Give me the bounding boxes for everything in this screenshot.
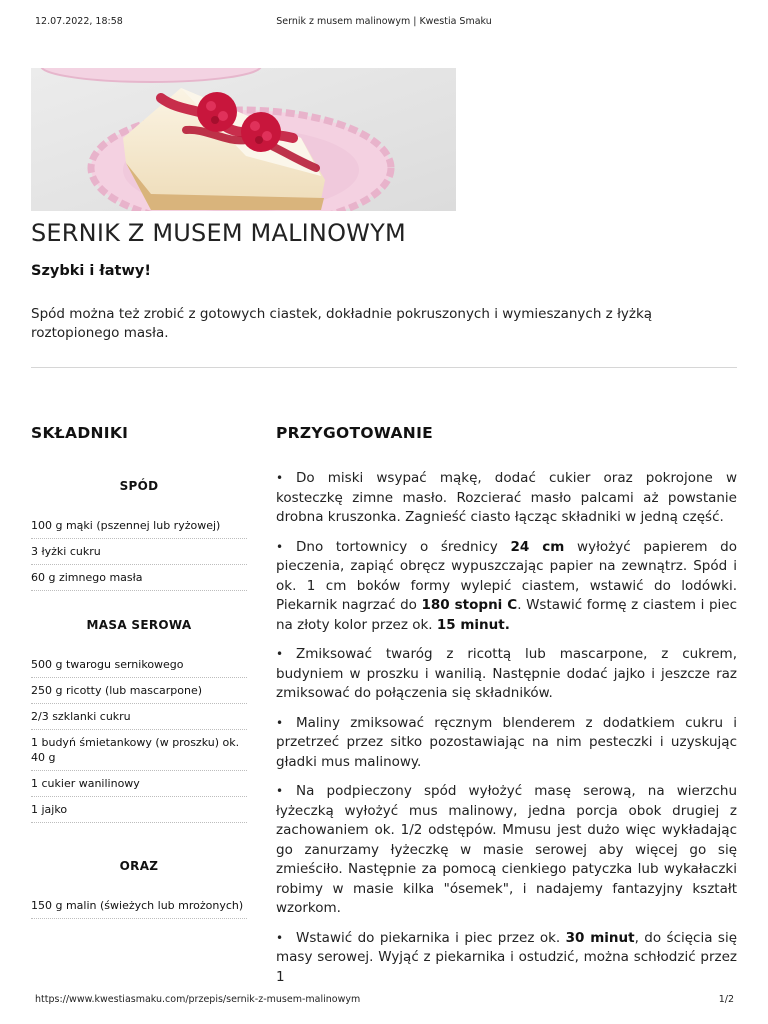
print-header [0, 16, 768, 30]
step-emphasis: 24 cm [510, 538, 565, 555]
preparation-step [276, 714, 737, 773]
page-number: 1/2 [718, 994, 734, 1005]
step-text: Dno tortownicy o średnicy [296, 538, 511, 555]
ingredient-list [31, 513, 247, 591]
step-text: wyłożyć papierem do pieczenia, zapiąć obręcz wypuszczając papier na zewnątrz. Spód i ok. 1 cm boków formy wylepić ciastem, wstawić do lodówki. Piekarnik nagrzać do [276, 538, 737, 613]
step-text: Na podpieczony spód wyłożyć masę serową, na wierzchu łyżeczką wyłożyć mus malinowy, jedna porcja obok drugiej z zachowaniem ok. 1/2 odstępów. Mmusu jest dużo więc wykładając go zanurzamy łyżeczkę w masie serowej aby więcej go się zmieściło. Następnie za pomocą cienkiego patyczka lub wykałaczki robimy w masie kilka "ósemek", i nadajemy fantazyjny kształt wzorkom. [276, 783, 737, 916]
print-date: 12.07.2022, 18:58 [35, 16, 123, 27]
step-text: Do miski wsypać mąkę, dodać cukier oraz pokrojone w kosteczkę zimne masło. Rozcierać masło palcami aż powstanie drobna kruszonka. Zagnieść ciasto łącząc składniki w jedną część. [276, 470, 737, 525]
ingredient-item: 100 g mąki (pszennej lub ryżowej) [31, 513, 247, 539]
bullet-icon: • [276, 647, 284, 661]
section-divider [31, 367, 737, 368]
ingredients-section [31, 424, 247, 919]
step-emphasis: 30 minut [565, 929, 635, 946]
step-text: , do ścięcia się masy serowej. Wyjąć z piekarnika i ostudzić, można schłodzić przez 1 [276, 929, 738, 985]
step-text: Wstawić do piekarnika i piec przez ok. [296, 929, 566, 946]
recipe-title: SERNIK Z MUSEM MALINOWYM [31, 219, 406, 247]
ingredient-item: 1 jajko [31, 797, 247, 823]
step-emphasis: 15 minut. [436, 616, 510, 633]
print-footer [0, 994, 768, 1008]
preparation-step [276, 782, 737, 919]
step-text: . Wstawić formę z ciastem i piec na złoty kolor przez ok. [276, 597, 737, 633]
bullet-icon: • [276, 930, 284, 945]
step-emphasis: 180 stopni C [421, 597, 518, 613]
bullet-icon: • [276, 784, 284, 798]
ingredient-group-title: MASA SEROWA [86, 618, 192, 632]
preparation-step [276, 929, 737, 988]
ingredient-list [31, 893, 247, 919]
ingredient-item: 3 łyżki cukru [31, 539, 247, 565]
ingredient-item: 1 budyń śmietankowy (w proszku) ok. 40 g [31, 730, 247, 771]
recipe-photo [31, 68, 456, 211]
ingredient-item: 150 g malin (świeżych lub mrożonych) [31, 893, 247, 919]
ingredient-list [31, 652, 247, 823]
bullet-icon: • [276, 471, 284, 485]
ingredient-item: 60 g zimnego masła [31, 565, 247, 591]
ingredient-group-masa-serowa [31, 618, 247, 823]
ingredient-group-spod [31, 479, 247, 591]
ingredient-group-title: ORAZ [119, 859, 159, 873]
recipe-subtitle: Szybki i łatwy! [31, 263, 151, 279]
print-page-title: Sernik z musem malinowym | Kwestia Smaku [276, 16, 492, 27]
preparation-section [276, 424, 737, 997]
bullet-icon: • [276, 715, 284, 730]
preparation-step [276, 645, 737, 704]
preparation-step [276, 469, 737, 528]
preparation-step [276, 538, 737, 636]
preparation-heading: PRZYGOTOWANIE [276, 424, 434, 442]
ingredient-item: 2/3 szklanki cukru [31, 704, 247, 730]
ingredient-group-oraz [31, 859, 247, 919]
bullet-icon: • [276, 539, 284, 554]
ingredient-item: 250 g ricotty (lub mascarpone) [31, 678, 247, 704]
ingredients-heading: SKŁADNIKI [31, 424, 129, 442]
preparation-steps [276, 469, 737, 987]
step-text: Maliny zmiksować ręcznym blenderem z dodatkiem cukru i przetrzeć przez sitko pozostawiając na nim pesteczki i uzyskując gładki mus malinowy. [276, 714, 737, 770]
step-text: Zmiksować twaróg z ricottą lub mascarpone, z cukrem, budyniem w proszku i wanilią. Następnie dodać jajko i jeszcze raz zmiksować do połączenia się składników. [276, 646, 737, 701]
recipe-intro: Spód można też zrobić z gotowych ciastek, dokładnie pokruszonych i wymieszanych z łyżką roztopionego masła. [31, 306, 653, 341]
ingredient-group-title: SPÓD [119, 479, 159, 493]
print-url: https://www.kwestiasmaku.com/przepis/sernik-z-musem-malinowym [35, 994, 361, 1005]
ingredient-item: 500 g twarogu sernikowego [31, 652, 247, 678]
ingredient-item: 1 cukier wanilinowy [31, 771, 247, 797]
